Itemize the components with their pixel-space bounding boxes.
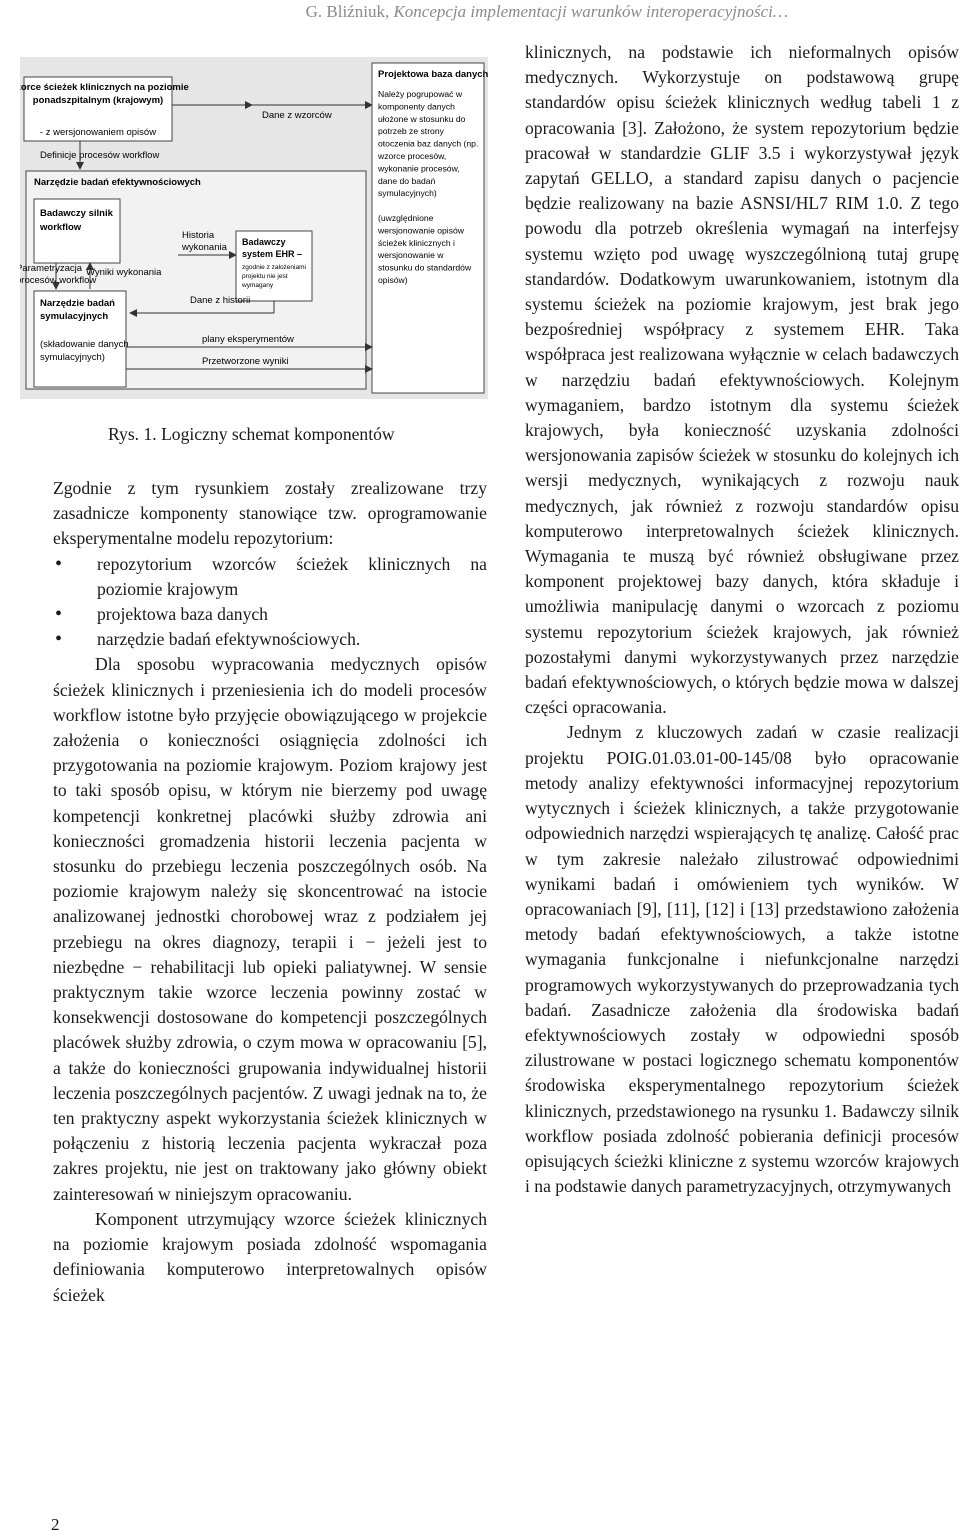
project-desc-line: stosunku do standardów	[378, 262, 472, 273]
diagram-svg	[20, 57, 488, 399]
history-line2: wykonania	[182, 242, 227, 253]
project-desc-line: komponenty danych	[378, 101, 455, 112]
label-dane-z-historii: Dane z historii	[190, 295, 251, 306]
project-desc-line: otoczenia baz danych (np.	[378, 138, 479, 149]
label-wyniki: Wyniki wykonania	[86, 267, 162, 278]
history-line1: Historia	[182, 230, 215, 241]
label-definicje: Definicje procesów workflow	[40, 150, 160, 161]
left-paragraph-2: Komponent utrzymujący wzorce ścieżek klinicznych na poziomie krajowym posiada zdolność wspomagania definiowania komputerowo interpretowalnych opisów ścieżek	[53, 1208, 487, 1305]
ehr-line2: system EHR –	[242, 249, 303, 259]
project-desc-line: opisów)	[378, 275, 408, 285]
tool-title: Narzędzie badań efektywnościowych	[34, 177, 201, 188]
label-parametryzacja-2: procesów workflow	[20, 275, 97, 286]
label-plany: plany eksperymentów	[202, 334, 294, 345]
label-parametryzacja-1: Parametryzacja	[20, 263, 82, 274]
left-column	[53, 476, 487, 1308]
right-column	[525, 40, 959, 1199]
project-desc-line: wykonanie procesów,	[378, 163, 460, 174]
ehr-line1: Badawczy	[242, 237, 286, 247]
sim-line2: symulacyjnych	[40, 311, 109, 322]
ehr-small-3: wymagany	[242, 282, 274, 289]
list-item: • narzędzie badań efektywnościowych.	[53, 627, 487, 652]
project-desc-line: ścieżek klinicznych i	[378, 237, 455, 248]
sim-line3: (składowanie danych	[40, 339, 129, 350]
right-paragraph-1: klinicznych, na podstawie ich nieformalnych opisów medycznych. Wykorzystuje on podstawową grupę standardów opisu ścieżek klinicznych według tabeli 1 z opracowania [3]. Założono, że system repozytorium będzie pracował w standardzie GLIF 3.5 i wykorzystywał język zapytań GELLO, a standard zapisu danych o pacjencie będzie realizowany na bazie ASNSI/HL7 RIM 1.0. Z tego powodu dla potrzeb określenia wymagań na interfejsy systemu wzięto pod uwagę wyszczególnioną tutaj grupę standardów. Dodatkowym uwarunkowaniem, istotnym dla systemu ścieżek na poziomie krajowym, jest brak jego bezpośredniej współpracy z systemem EHR. Taka współpraca jest realizowana wyłącznie w celach badawczych w narzędziu badań efektywnościowych. Kolejnym wymaganiem, bardzo istotnym dla systemu ścieżek krajowych, była konieczność uzyskania zdolności wersjonowania zapisów ścieżek w stosunku do kolejnych ich wersji medycznych, wynikających z rozwoju nauk medycznych, jak również z rozwoju standardów opisu komputerowo interpretowalnych ścieżek klinicznych. Wymagania te muszą być również obsługiwane przez komponent projektowej bazy danych, która składuje i umożliwia manipulację danymi o wzorcach z poziomu systemu repozytorium ścieżek krajowych, jak również pozostałymi danymi wykorzystywanych przez narzędzie badań efektywnościowych, o których będzie mowa w dalszej części opracowania.	[525, 42, 959, 718]
project-desc-line: dane do badań	[378, 175, 436, 186]
project-desc-line: potrzeb ze strony	[378, 126, 444, 137]
right-paragraph-2: Jednym z kluczowych zadań w czasie realizacji projektu POIG.01.03.01-00-145/08 było opracowanie metody analizy efektywności informacyjnej repozytorium wytycznych i ścieżek klinicznych, a także przygotowanie odpowiednich narzędzi wspierających tę analizę. Całość prac w tym zakresie należało zilustrować odpowiednimi wynikami badań i omówieniem tych wyników. W opracowaniach [9], [11], [12] i [13] przedstawiono założenia metody badań efektywnościowych, a także istotne wymagania funkcjonalne i niefunkcjonalne narzędzi programowych wykorzystywanych do przeprowadzania tych badań. Zasadnicze założenia dla środowiska badań efektywnościowych zostały w odpowiedni sposób zilustrowane w postaci logicznego schematu komponentów środowiska eksperymentalnego repozytorium ścieżek klinicznych, przedstawionego na rysunku 1. Badawczy silnik workflow posiada zdolność pobierania definicji procesów opisujących ścieżki kliniczne z systemu wzorców krajowych i na podstawie danych parametryzacyjnych, otrzymywanych	[525, 722, 959, 1197]
list-item: • projektowa baza danych	[53, 602, 487, 627]
page-number: 2	[51, 1515, 60, 1534]
label-dane-z-wzorcow: Dane z wzorców	[262, 110, 332, 121]
component-list	[53, 552, 487, 653]
header-title: Koncepcja implementacji warunków interoperacyjności…	[393, 2, 788, 21]
header-author: G. Bliźniuk,	[305, 2, 390, 21]
figure-caption: Rys. 1. Logiczny schemat komponentów	[108, 424, 395, 444]
left-paragraph-1: Dla sposobu wypracowania medycznych opisów ścieżek klinicznych i przeniesienia ich do modeli procesów workflow istotne było przyjęcie obowiązującego w projekcie założenia o konieczności osiągnięcia zdolności ich przygotowania na poziomie krajowym. Poziom krajowy jest to taki sposób opisu, w którym nie bierzemy pod uwagę kompetencji konkretnej placówki służby zdrowia ani konieczności gromadzenia historii leczenia pacjenta w stosunku do przebiegu leczenia poszczególnych osób. Na poziomie krajowym należy się skoncentrować na istocie analizowanej jednostki chorobowej wraz z podziałem jej przebiegu na okres diagnozy, terapii i − jeżeli jest to niezbędne − rehabilitacji lub opieki paliatywnej. W sensie praktycznym takie wzorce leczenia powinny zostać w konsekwencji dostosowane do kompetencji poszczególnych placówek służby zdrowia, o czym mowa w opracowaniu [5], a także do konieczności grupowania indywidualnej historii leczenia poszczególnych pacjentów. Z uwagi jednak na to, że ten praktyczny aspekt wykorzystania ścieżek klinicznych w połączeniu z historią leczenia pacjenta wykraczał poza zakres projektu, nie jest on traktowany jako główny obiekt zainteresowań w niniejszym opracowaniu.	[53, 654, 487, 1204]
patterns-line1: Wzorce ścieżek klinicznych na poziomie	[20, 82, 189, 93]
ehr-small-1: zgodnie z założeniami	[242, 264, 306, 271]
label-przetworzone: Przetworzone wyniki	[202, 356, 289, 367]
sim-line1: Narzędzie badań	[40, 298, 115, 309]
project-desc-line: Należy pogrupować w	[378, 89, 463, 99]
project-desc-line: symulacyjnych)	[378, 188, 437, 199]
patterns-line3: - z wersjonowaniem opisów	[39, 127, 157, 138]
engine-line2: workflow	[40, 222, 82, 233]
left-intro: Zgodnie z tym rysunkiem zostały zrealizowane trzy zasadnicze komponenty stanowiące tzw. oprogramowanie eksperymentalne modelu repozytorium:	[53, 478, 487, 549]
running-header	[306, 2, 788, 22]
component-diagram	[20, 57, 488, 399]
list-item: • repozytorium wzorców ścieżek klinicznych na poziomie krajowym	[53, 552, 487, 602]
project-desc-line: wersjonowanie w	[378, 250, 444, 261]
patterns-line2: ponadszpitalnym (krajowym)	[32, 95, 164, 106]
sim-line4: symulacyjnych)	[40, 352, 105, 363]
project-title: Projektowa baza danych	[378, 69, 488, 80]
project-desc-line: ułożone w stosunku do	[378, 113, 466, 124]
ehr-small-2: projektu nie jest	[242, 273, 288, 280]
project-desc-line: (uwzględnione	[378, 213, 434, 223]
engine-line1: Badawczy silnik	[40, 208, 113, 219]
project-desc-line: wersjonowanie opisów	[378, 225, 464, 236]
project-desc-line: wzorce procesów,	[378, 151, 447, 161]
